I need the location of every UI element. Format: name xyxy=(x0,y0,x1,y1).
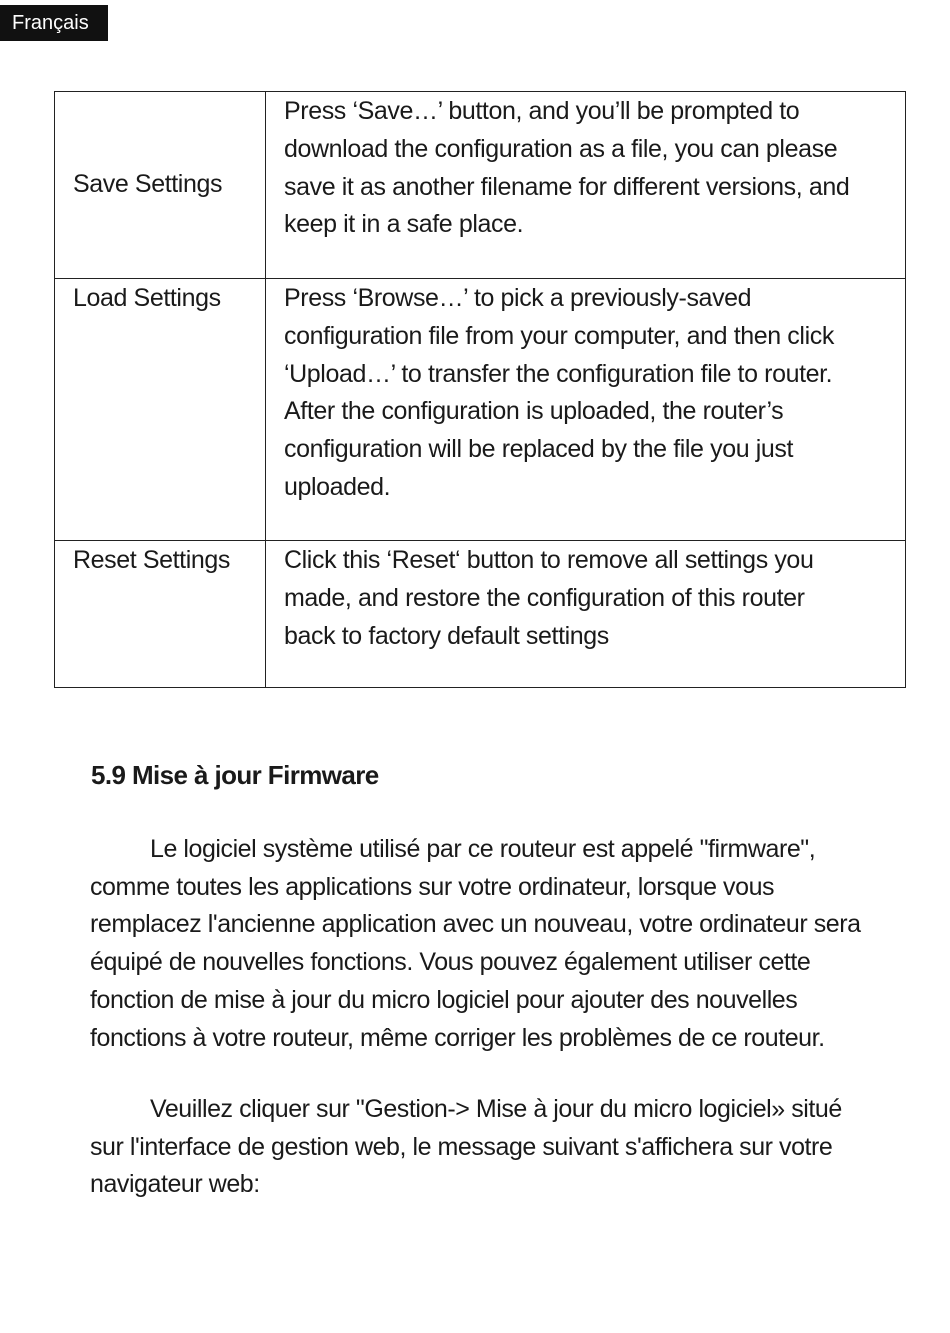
description-line: ‘Upload…’ to transfer the configuration file to router. xyxy=(284,359,833,388)
table-row xyxy=(55,541,906,688)
settings-table xyxy=(54,91,906,688)
row-description-save-settings xyxy=(266,92,906,279)
description-line: configuration will be replaced by the file you just xyxy=(284,435,794,464)
description-line: save it as another filename for different versions, and xyxy=(284,172,850,201)
description-line: Press ‘Save…’ button, and you’ll be prompted to xyxy=(284,97,800,125)
description-line: back to factory default settings xyxy=(284,621,609,650)
paragraph-firmware-intro xyxy=(90,831,920,1057)
paragraph-line: équipé de nouvelles fonctions. Vous pouvez également utiliser cette xyxy=(90,948,811,977)
table-row xyxy=(55,92,906,279)
section-title: 5.9 Mise à jour Firmware xyxy=(91,760,379,790)
paragraph-line: remplacez l'ancienne application avec un nouveau, votre ordinateur sera xyxy=(90,910,861,939)
paragraph-line: Le logiciel système utilisé par ce routeur est appelé "firmware", xyxy=(150,835,816,863)
paragraph-line: sur l'interface de gestion web, le message suivant s'affichera sur votre xyxy=(90,1132,833,1161)
description-line: Click this ‘Reset‘ button to remove all settings you xyxy=(284,546,814,574)
row-label-reset-settings: Reset Settings xyxy=(55,541,266,688)
paragraph-firmware-instructions xyxy=(90,1091,920,1204)
paragraph-line: comme toutes les applications sur votre ordinateur, lorsque vous xyxy=(90,872,775,901)
description-line: download the configuration as a file, you can please xyxy=(284,134,838,163)
description-line: made, and restore the configuration of this router xyxy=(284,583,805,612)
row-label-load-settings: Load Settings xyxy=(55,279,266,541)
description-line: configuration file from your computer, and then click xyxy=(284,321,834,350)
row-description-load-settings xyxy=(266,279,906,541)
description-line: After the configuration is uploaded, the router’s xyxy=(284,397,784,426)
paragraph-line: navigateur web: xyxy=(90,1170,260,1199)
description-line: Press ‘Browse…’ to pick a previously-saved xyxy=(284,284,752,312)
paragraph-line: fonction de mise à jour du micro logiciel pour ajouter des nouvelles xyxy=(90,985,798,1014)
row-label-save-settings: Save Settings xyxy=(55,92,266,279)
row-description-reset-settings xyxy=(266,541,906,688)
language-tab: Français xyxy=(0,5,108,41)
paragraph-line: fonctions à votre routeur, même corriger les problèmes de ce routeur. xyxy=(90,1023,825,1052)
paragraph-line: Veuillez cliquer sur "Gestion-> Mise à jour du micro logiciel» situé xyxy=(150,1095,842,1123)
description-line: keep it in a safe place. xyxy=(284,210,524,239)
description-line: uploaded. xyxy=(284,472,391,501)
table-row xyxy=(55,279,906,541)
